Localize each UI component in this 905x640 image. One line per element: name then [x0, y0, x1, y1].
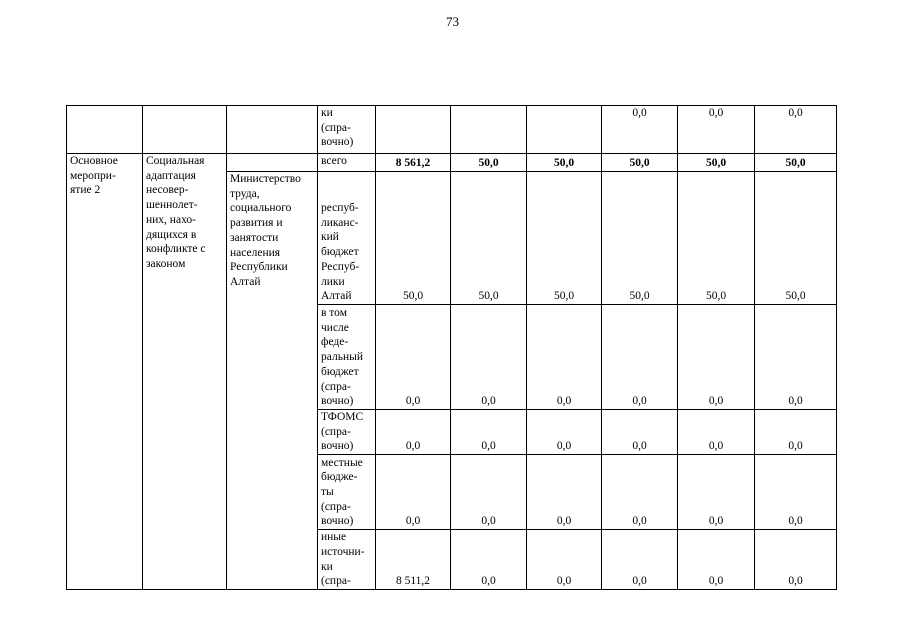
- value-cell: 0,0: [376, 410, 451, 455]
- source-cell: всего: [318, 154, 376, 172]
- value-cell: 0,0: [451, 530, 527, 590]
- value-cell: 0,0: [678, 106, 755, 154]
- executor-cell: Министерство труда, социального развития и занятости населения Республики Алтай: [227, 172, 318, 590]
- value-cell: 0,0: [527, 455, 602, 530]
- value-cell: 0,0: [755, 410, 837, 455]
- activity-cell: Основное меропри- ятие 2: [67, 154, 143, 590]
- value-cell: 0,0: [527, 410, 602, 455]
- activity-cell-empty: [67, 106, 143, 154]
- value-cell: 0,0: [602, 305, 678, 410]
- value-cell: 0,0: [755, 530, 837, 590]
- source-cell: респуб- ликанс- кий бюджет Респуб- лики Алтай: [318, 172, 376, 305]
- value-cell: 0,0: [451, 305, 527, 410]
- value-cell: 50,0: [678, 172, 755, 305]
- table-row-continuation: [67, 106, 837, 154]
- value-cell: [451, 106, 527, 154]
- value-cell: 8 511,2: [376, 530, 451, 590]
- value-cell: 0,0: [755, 106, 837, 154]
- value-cell: 0,0: [678, 305, 755, 410]
- value-cell: 8 561,2: [376, 154, 451, 172]
- budget-table: [66, 105, 837, 590]
- executor-spacer: [227, 154, 318, 172]
- value-cell: 50,0: [527, 154, 602, 172]
- value-cell: [376, 106, 451, 154]
- value-cell: 50,0: [755, 172, 837, 305]
- value-cell: 50,0: [527, 172, 602, 305]
- value-cell: 0,0: [602, 455, 678, 530]
- value-cell: 0,0: [678, 410, 755, 455]
- value-cell: 0,0: [678, 455, 755, 530]
- value-cell: 50,0: [678, 154, 755, 172]
- value-cell: 0,0: [678, 530, 755, 590]
- value-cell: 0,0: [602, 530, 678, 590]
- value-cell: 50,0: [602, 172, 678, 305]
- source-cell: ки (спра- вочно): [318, 106, 376, 154]
- value-cell: 50,0: [755, 154, 837, 172]
- value-cell: 50,0: [451, 172, 527, 305]
- value-cell: 50,0: [602, 154, 678, 172]
- value-cell: [527, 106, 602, 154]
- value-cell: 0,0: [527, 530, 602, 590]
- source-cell: местные бюдже- ты (спра- вочно): [318, 455, 376, 530]
- value-cell: 0,0: [376, 305, 451, 410]
- value-cell: 0,0: [527, 305, 602, 410]
- page-number: 73: [446, 14, 459, 29]
- value-cell: 50,0: [451, 154, 527, 172]
- value-cell: 50,0: [376, 172, 451, 305]
- executor-cell-empty: [227, 106, 318, 154]
- value-cell: 0,0: [602, 106, 678, 154]
- value-cell: 0,0: [755, 305, 837, 410]
- table-row-total: [67, 154, 837, 172]
- activity-name-cell: Социальная адаптация несовер- шеннолет- них, нахо- дящихся в конфликте с законом: [143, 154, 227, 590]
- source-cell: ТФОМС (спра- вочно): [318, 410, 376, 455]
- value-cell: 0,0: [755, 455, 837, 530]
- source-cell: иные источни- ки (спра-: [318, 530, 376, 590]
- value-cell: 0,0: [451, 410, 527, 455]
- source-cell: в том числе феде- ральный бюджет (спра- вочно): [318, 305, 376, 410]
- value-cell: 0,0: [376, 455, 451, 530]
- value-cell: 0,0: [451, 455, 527, 530]
- value-cell: 0,0: [602, 410, 678, 455]
- name-cell-empty: [143, 106, 227, 154]
